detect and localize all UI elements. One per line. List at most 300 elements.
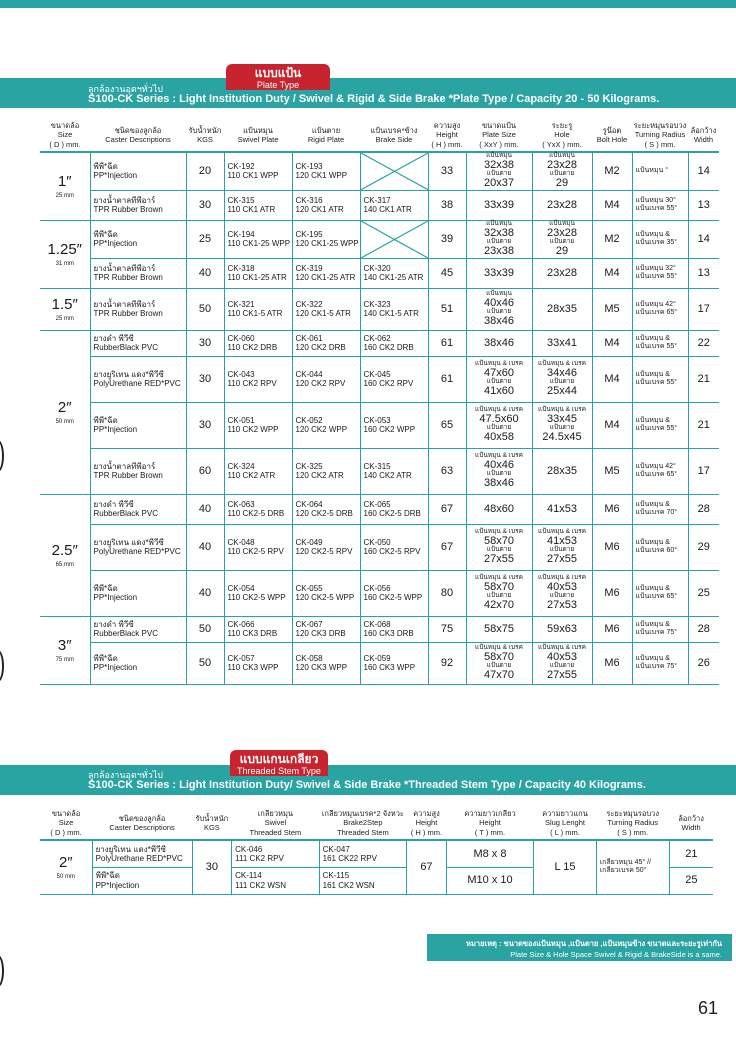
- header-load-line: KGS: [203, 823, 220, 833]
- value-line: แป้นตาย: [486, 424, 512, 432]
- header-rigid-line: Rigid Plate: [307, 135, 345, 145]
- rigid-plate-code: [292, 152, 360, 190]
- plate-size: [466, 220, 532, 258]
- turning-radius: [632, 616, 688, 642]
- value-line: 120 CK2 RPV: [295, 379, 346, 389]
- value-line: 160 CK2-5 RPV: [363, 547, 421, 557]
- desc-en: TPR Rubber Brown: [93, 205, 163, 215]
- header-plate: [466, 119, 532, 152]
- section2-badge-th: แบบแกนเกลียว: [239, 752, 319, 766]
- value-line: 120 CK2-5 DRB: [295, 509, 353, 519]
- value-line: แป้นเบรค 65°: [635, 593, 678, 601]
- header-size-line: Size: [58, 818, 74, 828]
- rigid-plate-code: [292, 356, 360, 402]
- table-row: [40, 642, 719, 684]
- caster-description: [90, 642, 186, 684]
- value-line: แป้นตาย: [549, 662, 575, 670]
- plate-size: [466, 570, 532, 616]
- rigid-plate-code: [292, 330, 360, 356]
- header-size: [40, 807, 92, 840]
- value-line: CK-051: [227, 416, 255, 426]
- value-line: CK-056: [363, 584, 391, 594]
- width-value: 25: [688, 570, 719, 616]
- height-value: 63: [428, 448, 466, 494]
- desc-th: พีพี*ฉีด: [93, 416, 118, 426]
- header-brake-line: Threaded Stem: [337, 827, 389, 837]
- value-line: CK-193: [295, 162, 323, 172]
- height-value: 65: [428, 402, 466, 448]
- header-height-line: Height: [436, 130, 458, 140]
- brake-side-code: [360, 642, 428, 684]
- size-mm: 50 mm: [55, 418, 74, 425]
- load-value: 50: [186, 288, 224, 330]
- width-value: 22: [688, 330, 719, 356]
- value-line: แป้นหมุน &: [635, 539, 670, 547]
- header-width-line: Width: [681, 823, 701, 833]
- bolt-hole: M6: [592, 642, 632, 684]
- height-value: 67: [407, 840, 447, 894]
- width-value: 21: [688, 356, 719, 402]
- value-line: 110 CK3 WPP: [227, 663, 279, 673]
- caster-description: [90, 330, 186, 356]
- value-line: CK-192: [227, 162, 255, 172]
- value-line: 47x70: [484, 669, 514, 682]
- header-desc-line: ชนิดของลูกล้อ: [118, 813, 166, 823]
- value-line: แป้นหมุน & เบรค: [475, 573, 523, 581]
- desc-en: TPR Rubber Brown: [93, 309, 163, 319]
- plate-table-header: [40, 119, 719, 152]
- value-line: 120 CK3 WPP: [295, 663, 348, 673]
- value-line: CK-053: [363, 416, 391, 426]
- brake-side-code: [360, 356, 428, 402]
- value-line: แป้นตาย: [549, 170, 575, 178]
- brake-side-code: [360, 402, 428, 448]
- value-line: เกลียวเบรค 50°: [599, 867, 647, 875]
- load-value: 60: [186, 448, 224, 494]
- brake-side-code: [360, 220, 428, 258]
- value-line: 24.5x45: [542, 431, 582, 444]
- table-row: [40, 220, 719, 258]
- header-turn-line: ( S ) mm.: [617, 827, 649, 837]
- value-line: แป้นหมุน &: [635, 585, 670, 593]
- width-value: 21: [688, 402, 719, 448]
- caster-description: [90, 258, 186, 288]
- swivel-plate-code: [224, 402, 292, 448]
- desc-en: PP*Injection: [93, 425, 138, 435]
- size-value: 2″: [57, 399, 72, 417]
- value-line: แป้นหมุน: [549, 152, 575, 160]
- value-line: แป้นตาย: [549, 378, 575, 386]
- value-line: CK-061: [295, 334, 323, 344]
- desc-en: PP*Injection: [93, 593, 138, 603]
- section1-badge-en: Plate Type: [256, 80, 300, 90]
- size-mm: 50 mm: [56, 873, 75, 880]
- value-line: แป้นเบรค 65°: [635, 309, 678, 317]
- plate-type-table: [40, 119, 719, 685]
- header-load: [186, 119, 224, 152]
- value-line: 40x46: [484, 458, 514, 471]
- value-line: CK-068: [363, 620, 391, 630]
- value-line: 120 CK2-5 WPP: [295, 593, 355, 603]
- load-value: 40: [186, 258, 224, 288]
- value-line: 110 CK1-25 WPP: [227, 239, 291, 249]
- desc-en: PP*Injection: [95, 880, 140, 890]
- value-line: CK-318: [227, 264, 255, 274]
- value-line: 40x53: [547, 580, 577, 593]
- value-line: 58x70: [484, 650, 514, 663]
- value-line: 120 CK1 WPP: [295, 171, 348, 181]
- table-row: [40, 840, 713, 867]
- value-line: 110 CK2 DRB: [227, 343, 278, 353]
- turning-radius: [632, 402, 688, 448]
- value-line: แป้นหมุน &: [635, 231, 670, 239]
- hole-size: 59x63: [532, 616, 592, 642]
- load-value: 30: [186, 402, 224, 448]
- value-line: 111 CK2 WSN: [235, 880, 286, 890]
- header-bolt-line: รูน๊อต: [602, 125, 622, 135]
- value-line: 38x46: [484, 315, 514, 328]
- threaded-stem-table: [40, 807, 713, 895]
- header-rigid-line: แป้นตาย: [311, 125, 341, 135]
- value-line: CK-050: [363, 538, 391, 548]
- value-line: 120 CK1-5 ATR: [295, 309, 351, 319]
- desc-th: ยางน้ำตาลทีพีอาร์: [93, 264, 156, 274]
- value-line: 20x37: [484, 177, 514, 190]
- swivel-plate-code: [224, 190, 292, 220]
- plate-size: [466, 356, 532, 402]
- header-bolt-line: Bolt Hole: [596, 135, 628, 145]
- desc-th: พีพี*ฉีด: [93, 230, 118, 240]
- header-turn-line: Turning Radius: [634, 130, 686, 140]
- load-value: 40: [186, 570, 224, 616]
- turning-radius: [632, 330, 688, 356]
- brake-side-code: [360, 152, 428, 190]
- value-line: แป้นหมุน 42°: [635, 301, 676, 309]
- caster-description: [90, 448, 186, 494]
- width-value: 17: [688, 288, 719, 330]
- plate-size: [466, 642, 532, 684]
- rigid-plate-code: [292, 494, 360, 524]
- header-size-line: ( D ) mm.: [50, 827, 82, 837]
- binding-mark: [0, 650, 4, 682]
- value-line: CK-325: [295, 462, 323, 472]
- value-line: แป้นหมุน 30°: [635, 197, 676, 205]
- caster-description: [90, 356, 186, 402]
- header-rigid: [292, 119, 360, 152]
- brake-side-code: [360, 570, 428, 616]
- header-size-line: ( D ) mm.: [49, 139, 81, 149]
- value-line: แป้นหมุน & เบรค: [538, 405, 586, 413]
- value-line: 120 CK1-25 WPP: [295, 239, 359, 249]
- value-line: 58x70: [484, 580, 514, 593]
- bolt-hole: M6: [592, 524, 632, 570]
- value-line: CK-320: [363, 264, 391, 274]
- table-row: [40, 330, 719, 356]
- desc-th: ยางยูริเทน แดง*พีวีซี: [95, 844, 166, 854]
- value-line: 29: [555, 245, 569, 258]
- section2-subtitle: ลูกล้องานอุตฯทั่วไป: [88, 770, 164, 780]
- desc-th: พีพี*ฉีด: [93, 654, 118, 664]
- value-line: แป้นหมุน & เบรค: [538, 573, 586, 581]
- value-line: CK-114: [235, 871, 262, 881]
- value-line: แป้นตาย: [549, 238, 575, 246]
- plate-size: [466, 448, 532, 494]
- header-height-line: ความสูง: [433, 121, 461, 130]
- caster-description: [90, 616, 186, 642]
- size-mm: 65 mm: [55, 561, 74, 568]
- desc-th: ยางน้ำตาลทีพีอาร์: [93, 300, 156, 310]
- height-value: 75: [428, 616, 466, 642]
- value-line: แป้นหมุน &: [635, 335, 670, 343]
- plate-size: [466, 402, 532, 448]
- header-size-line: ขนาดล้อ: [50, 121, 80, 130]
- bolt-hole: M6: [592, 570, 632, 616]
- value-line: CK-045: [363, 370, 391, 380]
- value-line: CK-047: [322, 844, 350, 854]
- swivel-plate-code: [224, 152, 292, 190]
- value-line: แป้นตาย: [486, 546, 512, 554]
- value-line: 110 CK1 ATR: [227, 205, 276, 215]
- value-line: 110 CK3 DRB: [227, 629, 278, 639]
- turning-radius: [632, 258, 688, 288]
- section1-badge-th: แบบแป้น: [254, 66, 302, 80]
- value-line: แป้นตาย: [549, 546, 575, 554]
- value-line: 40x46: [484, 296, 514, 309]
- header-slug-line: ความยาวแกน: [542, 809, 588, 818]
- value-line: 110 CK1 WPP: [227, 171, 279, 181]
- threaded-table-header: [40, 807, 713, 840]
- rigid-plate-code: [292, 402, 360, 448]
- load-value: 20: [186, 152, 224, 190]
- size-cell: [40, 288, 90, 330]
- header-swivel-line: เกลียวหมุน: [257, 809, 294, 818]
- header-turn: [632, 119, 688, 152]
- swivel-stem-code: [232, 840, 320, 867]
- plate-size: [466, 288, 532, 330]
- bolt-hole: M5: [592, 448, 632, 494]
- plate-size: [466, 524, 532, 570]
- size-value: 2″: [58, 854, 73, 872]
- turning-radius: [596, 840, 669, 894]
- value-line: CK-322: [295, 300, 323, 310]
- value-line: 161 CK22 RPV: [322, 853, 377, 863]
- value-line: แป้นหมุน 32°: [635, 265, 676, 273]
- value-line: แป้นตาย: [486, 238, 512, 246]
- rigid-plate-code: [292, 616, 360, 642]
- size-value: 2.5″: [51, 542, 78, 560]
- desc-en: PP*Injection: [93, 663, 138, 673]
- value-line: 120 CK1 ATR: [295, 205, 344, 215]
- value-line: แป้นเบรค 55°: [635, 379, 678, 387]
- header-brake-line: แป้นเบรค*ข้าง: [370, 125, 418, 135]
- table-row: [40, 288, 719, 330]
- value-line: แป้นตาย: [486, 592, 512, 600]
- value-line: CK-062: [363, 334, 391, 344]
- section1-subtitle: ลูกล้องานอุตฯทั่วไป: [88, 84, 164, 94]
- desc-th: ยางน้ำตาลทีพีอาร์: [93, 196, 156, 206]
- desc-en: PolyUrethane RED*PVC: [95, 853, 183, 863]
- value-line: CK-049: [295, 538, 323, 548]
- height-value: 67: [428, 494, 466, 524]
- height-value: 51: [428, 288, 466, 330]
- caster-description: [90, 220, 186, 258]
- value-line: 23x28: [547, 158, 577, 171]
- value-line: 140 CK1-5 ATR: [363, 309, 419, 319]
- value-line: 41x53: [547, 534, 577, 547]
- header-desc: [90, 119, 186, 152]
- swivel-plate-code: [224, 330, 292, 356]
- top-accent-bar: [0, 0, 736, 8]
- desc-en: RubberBlack PVC: [93, 629, 158, 639]
- bolt-hole: M4: [592, 330, 632, 356]
- height-value: 38: [428, 190, 466, 220]
- value-line: 160 CK2-5 DRB: [363, 509, 421, 519]
- value-line: 38x46: [484, 477, 514, 490]
- value-line: 160 CK3 DRB: [363, 629, 414, 639]
- rigid-plate-code: [292, 448, 360, 494]
- swivel-plate-code: [224, 494, 292, 524]
- hole-size: 23x28: [532, 190, 592, 220]
- brake-stem-code: [319, 840, 407, 867]
- value-line: 110 CK2 WPP: [227, 425, 279, 435]
- bolt-hole: M4: [592, 402, 632, 448]
- not-available-cross: [361, 153, 428, 190]
- value-line: 160 CK2 RPV: [363, 379, 414, 389]
- header-height-line: ( H ) mm.: [431, 139, 463, 149]
- hole-size: [532, 356, 592, 402]
- header-slug-line: Slug Lenght: [544, 818, 585, 828]
- rigid-plate-code: [292, 642, 360, 684]
- value-line: แป้นตาย: [549, 424, 575, 432]
- load-value: 40: [186, 494, 224, 524]
- value-line: CK-115: [322, 871, 350, 881]
- caster-description: [90, 494, 186, 524]
- binding-mark: [0, 440, 4, 472]
- load-value: 30: [186, 356, 224, 402]
- value-line: แป้นหมุน &: [635, 621, 670, 629]
- value-line: แป้นหมุน °: [635, 167, 668, 175]
- thread-size: M10 x 10: [446, 867, 534, 894]
- value-line: 120 CK2 WPP: [295, 425, 348, 435]
- value-line: แป้นตาย: [486, 170, 512, 178]
- value-line: แป้นเบรค 65°: [635, 471, 678, 479]
- brake-stem-code: [319, 867, 407, 894]
- header-brake-line: Brake Side: [375, 135, 413, 145]
- size-mm: 25 mm: [55, 315, 74, 322]
- value-line: 40x58: [484, 431, 514, 444]
- header-slug: [534, 807, 597, 840]
- value-line: 120 CK2 DRB: [295, 343, 346, 353]
- value-line: CK-067: [295, 620, 323, 630]
- header-swivel-line: แป้นหมุน: [243, 125, 273, 135]
- hole-size: [532, 524, 592, 570]
- height-value: 33: [428, 152, 466, 190]
- header-load-line: รับน้ำหนัก: [188, 125, 222, 135]
- value-line: แป้นหมุน &: [635, 655, 670, 663]
- size-mm: 31 mm: [55, 260, 74, 267]
- value-line: CK-063: [227, 500, 255, 510]
- value-line: แป้นเบรค 35°: [635, 239, 678, 247]
- header-turn-line: Turning Radius: [607, 818, 658, 828]
- size-cell: [40, 152, 90, 220]
- value-line: 27x55: [547, 553, 577, 566]
- turning-radius: [632, 356, 688, 402]
- desc-th: ยางดำ พีวีซี: [93, 620, 134, 630]
- binding-mark: [0, 955, 4, 987]
- value-line: 110 CK1-5 ATR: [227, 309, 283, 319]
- value-line: CK-065: [363, 500, 391, 510]
- header-width-line: ล้อกว้าง: [690, 125, 717, 135]
- bolt-hole: M2: [592, 152, 632, 190]
- header-height: [407, 807, 447, 840]
- rigid-plate-code: [292, 524, 360, 570]
- value-line: 27x55: [484, 553, 514, 566]
- header-thread: [446, 807, 534, 840]
- value-line: แป้นหมุน: [486, 219, 512, 227]
- brake-side-code: [360, 494, 428, 524]
- section1-badge: [226, 64, 330, 90]
- swivel-plate-code: [224, 616, 292, 642]
- height-value: 45: [428, 258, 466, 288]
- footnote-en: Plate Size & Hole Space Swivel & Rigid & BrakeSide is a same.: [510, 950, 722, 959]
- caster-description: [90, 288, 186, 330]
- desc-en: PolyUrethane RED*PVC: [93, 547, 181, 557]
- width-value: 26: [688, 642, 719, 684]
- header-height-line: Height: [415, 818, 438, 828]
- header-load-line: รับน้ำหนัก: [195, 813, 229, 823]
- table-row: [40, 152, 719, 190]
- value-line: 41x60: [484, 385, 514, 398]
- desc-th: ยางน้ำตาลทีพีอาร์: [93, 462, 156, 472]
- value-line: แป้นหมุน: [549, 219, 575, 227]
- value-line: 110 CK2-5 RPV: [227, 547, 284, 557]
- header-swivel-line: Swivel Plate: [237, 135, 279, 145]
- value-line: เกลียวหมุน 45° //: [599, 859, 652, 867]
- swivel-plate-code: [224, 570, 292, 616]
- brake-side-code: [360, 448, 428, 494]
- size-mm: 25 mm: [55, 192, 74, 199]
- header-brake: [319, 807, 407, 840]
- hole-size: 28x35: [532, 448, 592, 494]
- header-width-line: Width: [693, 135, 714, 145]
- value-line: แป้นหมุน 42°: [635, 463, 676, 471]
- desc-en: RubberBlack PVC: [93, 509, 158, 519]
- turning-radius: [632, 288, 688, 330]
- rigid-plate-code: [292, 288, 360, 330]
- header-size-line: ขนาดล้อ: [51, 809, 81, 818]
- caster-description: [90, 190, 186, 220]
- height-value: 61: [428, 356, 466, 402]
- value-line: CK-058: [295, 654, 323, 664]
- desc-th: พีพี*ฉีด: [93, 162, 118, 172]
- bolt-hole: M2: [592, 220, 632, 258]
- load-value: 30: [186, 190, 224, 220]
- bolt-hole: M6: [592, 616, 632, 642]
- value-line: 29: [555, 177, 569, 190]
- turning-radius: [632, 524, 688, 570]
- width-value: 14: [688, 152, 719, 190]
- desc-en: PP*Injection: [93, 239, 138, 249]
- value-line: 120 CK1-25 ATR: [295, 273, 356, 283]
- height-value: 92: [428, 642, 466, 684]
- value-line: แป้นหมุน & เบรค: [538, 643, 586, 651]
- value-line: 160 CK2 DRB: [363, 343, 414, 353]
- value-line: CK-046: [235, 844, 263, 854]
- value-line: แป้นเบรค 55°: [635, 205, 678, 213]
- bolt-hole: M6: [592, 494, 632, 524]
- header-hole-line: Hole: [554, 130, 570, 140]
- value-line: 27x53: [547, 599, 577, 612]
